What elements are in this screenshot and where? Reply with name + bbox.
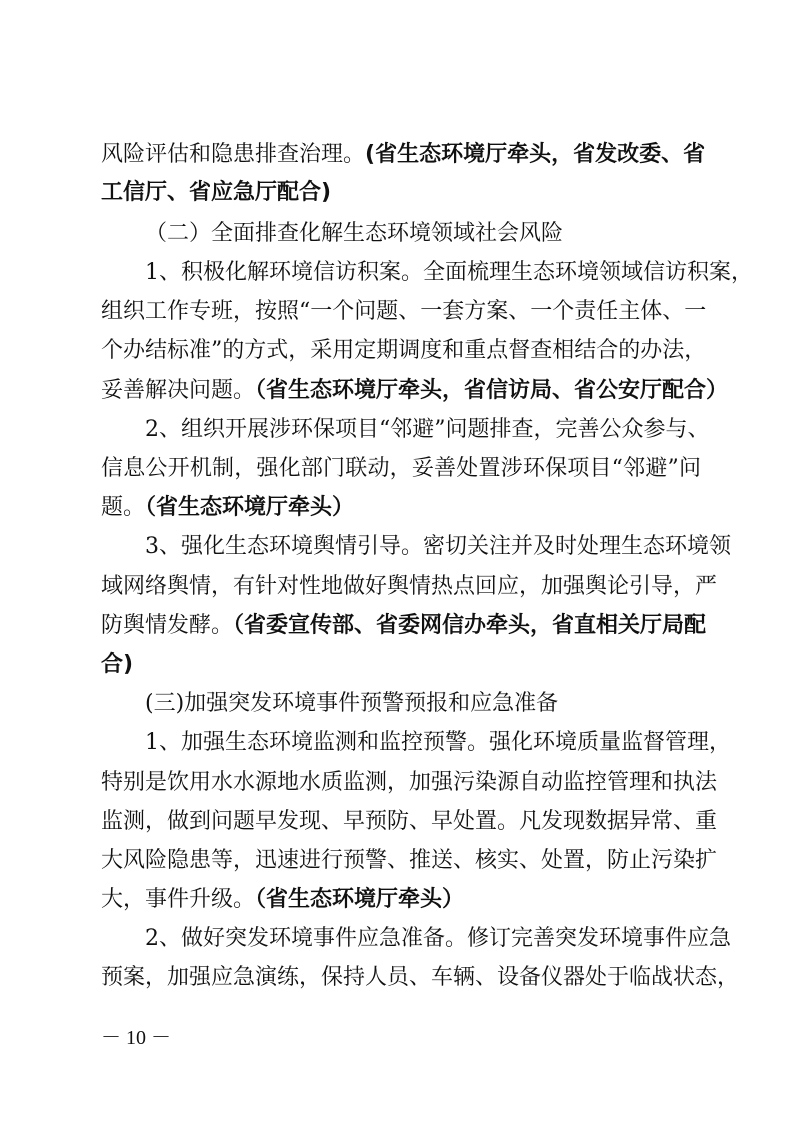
text-line (101, 449, 701, 489)
responsibility-note: （省生态环境厅牵头） (255, 887, 465, 912)
heading-text: (三)加强突发环境事件预警预报和应急准备 (145, 691, 559, 716)
text-line (101, 958, 740, 998)
body-text: 妥善解决问题。 (101, 378, 256, 403)
text-line (101, 331, 707, 371)
text-line (101, 763, 718, 803)
body-text: 2、做好突发环境事件应急准备。修订完善突发环境事件应急 (145, 926, 731, 951)
text-line (101, 253, 753, 293)
section-heading (101, 214, 701, 254)
text-line (101, 567, 718, 607)
text-line (101, 527, 731, 567)
body-text: 信息公开机制，强化部门联动，妥善处置涉环保项目“邻避”问 (101, 456, 701, 481)
body-text: 域网络舆情，有针对性地做好舆情热点回应，加强舆论引导，严 (101, 574, 718, 599)
responsibility-note: 工信厅、省应急厅配合) (101, 180, 332, 205)
body-text: 2、组织开展涉环保项目“邻避”问题排查，完善公众参与、 (145, 417, 710, 442)
text-line (101, 371, 729, 411)
responsibility-note: （省委宣传部、省委网信办牵头，省直相关厅局配 (233, 613, 707, 638)
body-text: 大风险隐患等，迅速进行预警、推送、核实、处置，防止污染扩 (101, 848, 718, 873)
text-line (101, 919, 731, 959)
body-text: 大，事件升级。 (101, 887, 256, 912)
body-text: 个办结标准”的方式，采用定期调度和重点督查相结合的办法， (101, 338, 707, 363)
responsibility-note: （省生态环境厅牵头，省信访局、省公安厅配合） (255, 378, 729, 403)
body-text: 预案，加强应急演练，保持人员、车辆、设备仪器处于临战状态， (101, 965, 740, 990)
text-line (101, 645, 701, 685)
body-text: 风险评估和隐患排查治理。 (101, 142, 366, 167)
text-line (101, 841, 718, 881)
body-text: 1、积极化解环境信访积案。全面梳理生态环境领域信访积案， (145, 260, 753, 285)
body-text: 1、加强生态环境监测和监控预警。强化环境质量监督管理， (145, 730, 731, 755)
text-line (101, 135, 706, 175)
text-line (101, 173, 701, 213)
text-line (101, 488, 701, 528)
responsibility-note: (省生态环境厅牵头，省发改委、省 (365, 142, 706, 167)
heading-text: （二）全面排查化解生态环境领域社会风险 (145, 221, 564, 246)
body-text: 组织工作专班，按照“一个问题、一套方案、一个责任主体、一 (101, 299, 707, 324)
text-line (101, 292, 707, 332)
text-line (101, 880, 701, 920)
text-line (101, 802, 718, 842)
body-text: 特别是饮用水水源地水质监测，加强污染源自动监控管理和执法 (101, 770, 718, 795)
text-line (101, 606, 707, 646)
page-number: － 10 － (101, 1027, 171, 1049)
section-heading (101, 684, 701, 724)
responsibility-note: 合) (101, 652, 134, 677)
responsibility-note: （省生态环境厅牵头） (145, 495, 355, 520)
body-text: 监测，做到问题早发现、早预防、早处置。凡发现数据异常、重 (101, 809, 718, 834)
body-text: 3、强化生态环境舆情引导。密切关注并及时处理生态环境领 (145, 534, 731, 559)
text-line (101, 410, 710, 450)
body-text: 防舆情发酵。 (101, 613, 234, 638)
body-text: 题。 (101, 495, 146, 520)
text-line (101, 723, 731, 763)
